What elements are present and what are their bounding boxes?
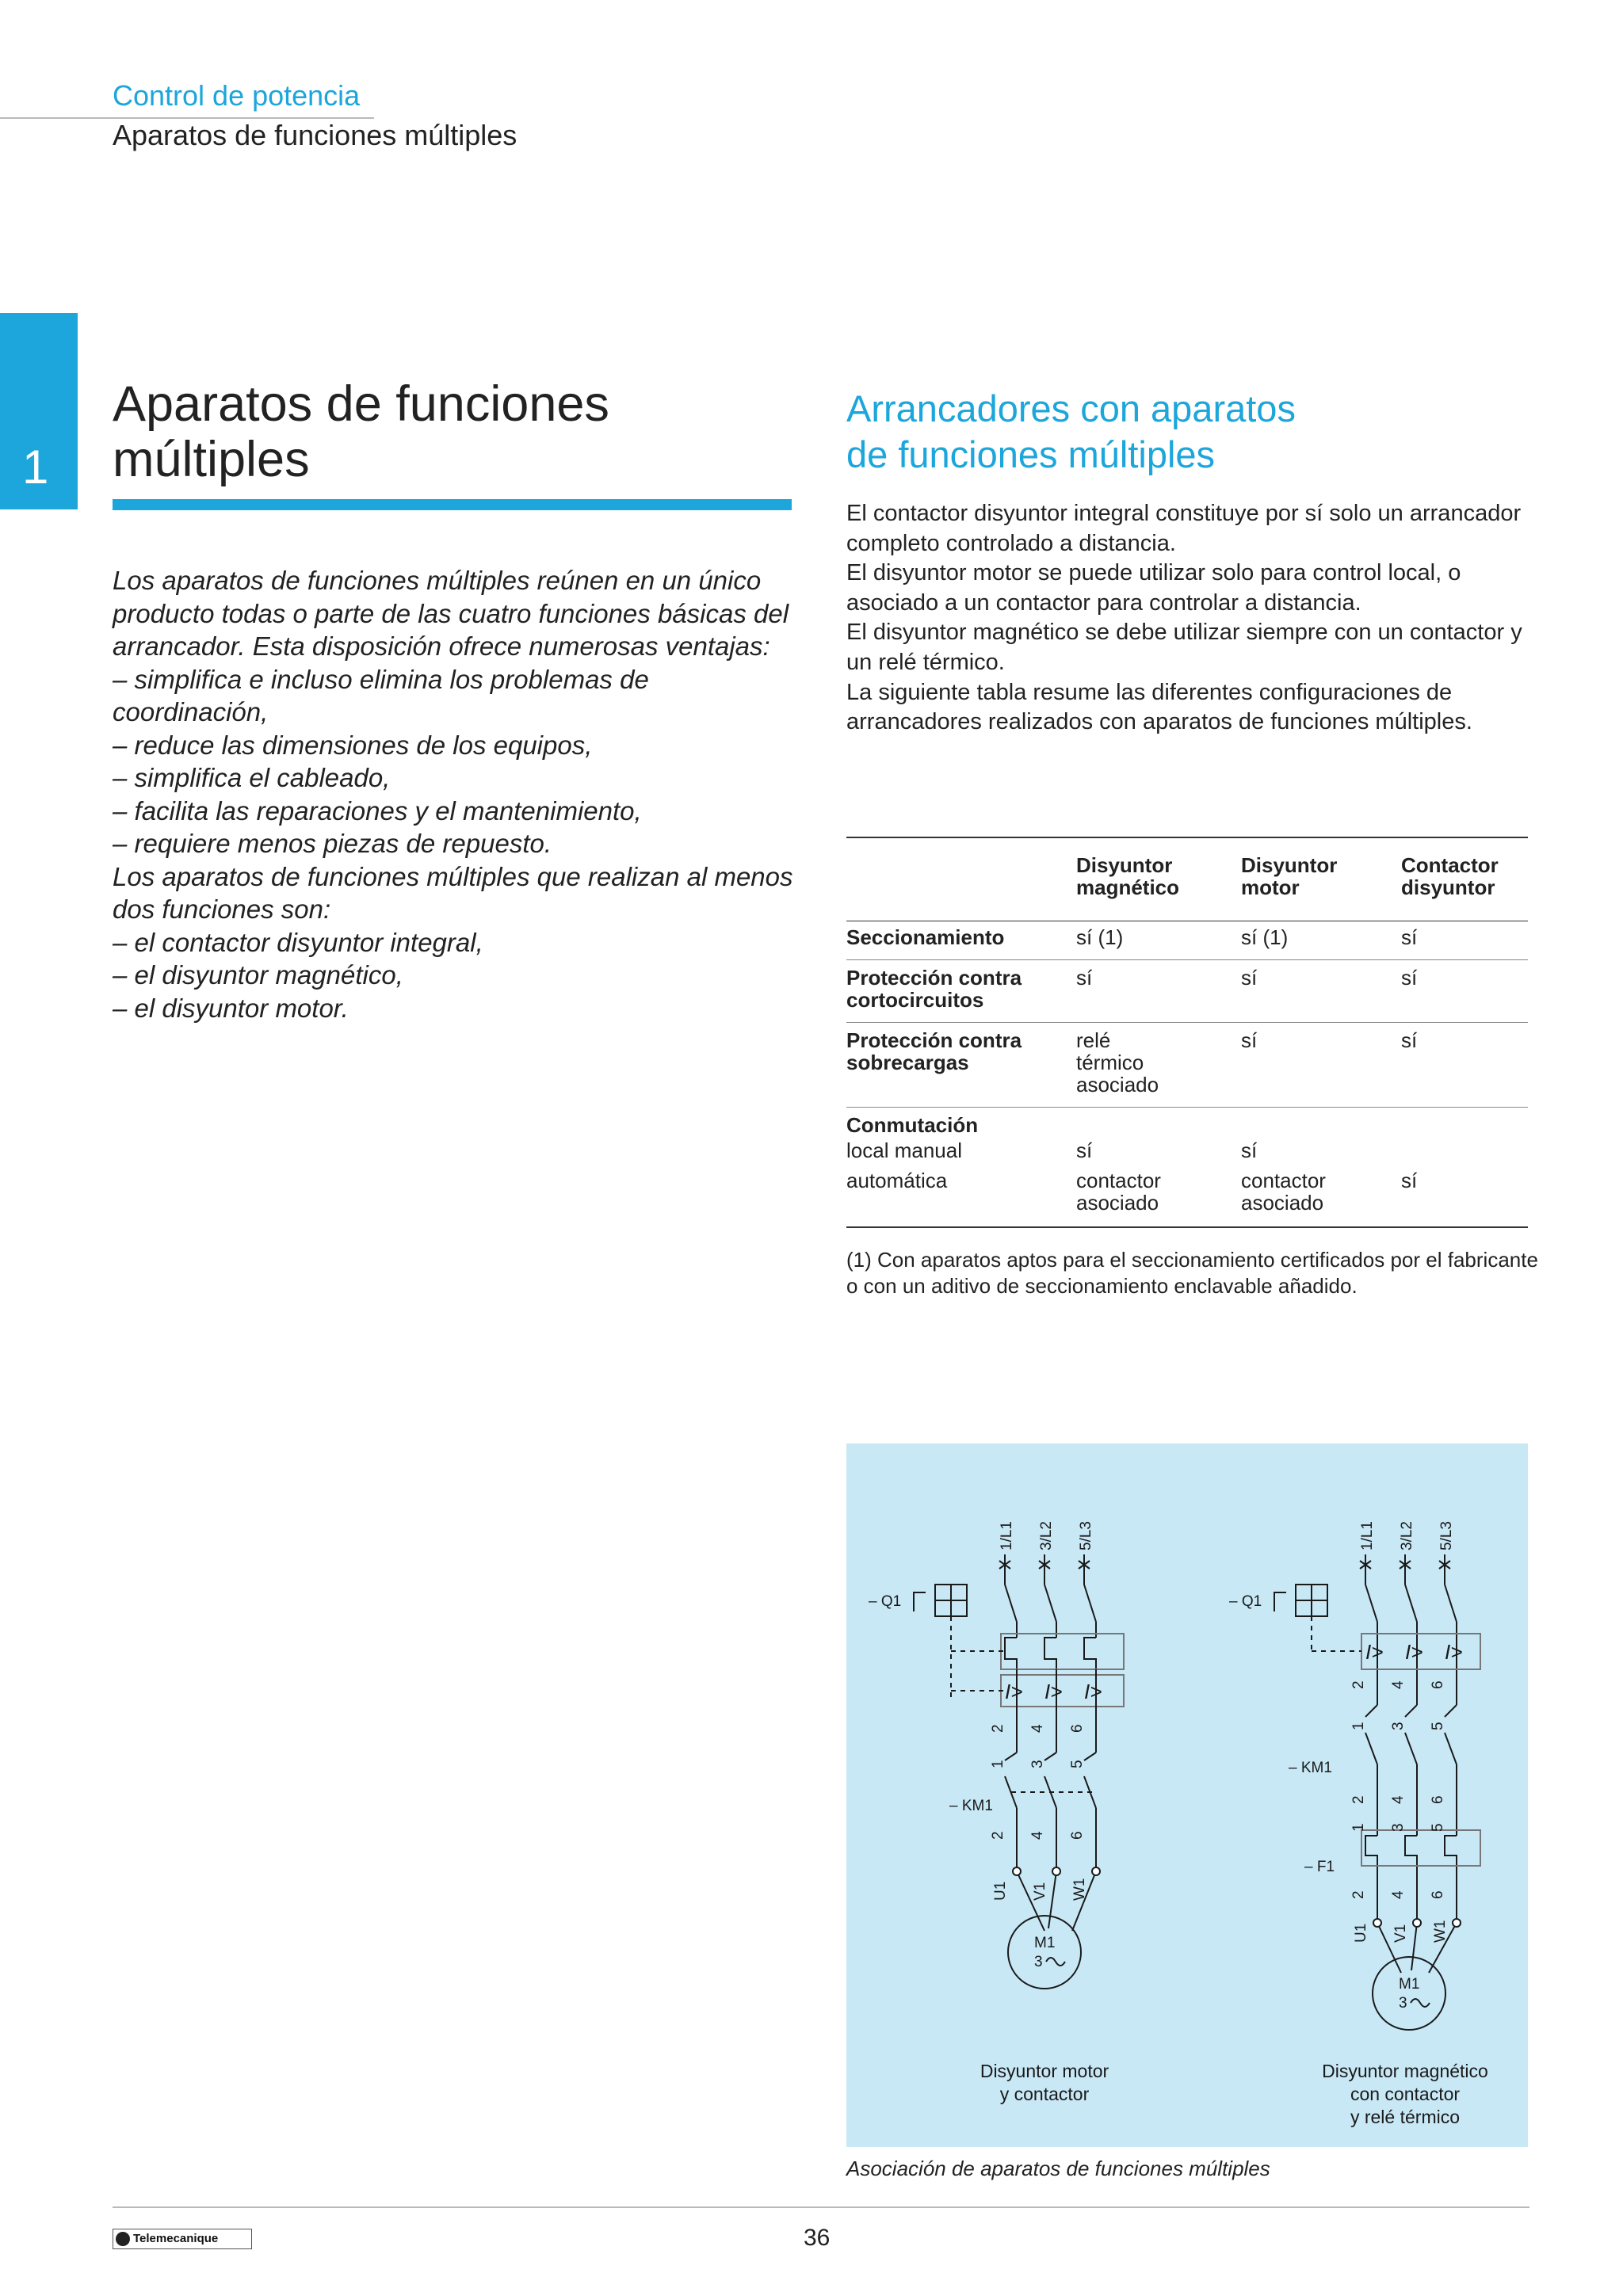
trip-symbol: I> [1405, 1640, 1423, 1664]
chapter-number: 1 [22, 441, 49, 494]
motor-label: M1 [1034, 1935, 1056, 1951]
diagram-caption-left: y contactor [999, 2084, 1090, 2104]
motor-terminal-label: V1 [1392, 1924, 1409, 1943]
table-row [846, 1136, 1528, 1166]
terminal-label: 5 [1069, 1760, 1086, 1768]
trip-symbol: I> [1005, 1680, 1023, 1703]
row-sublabel: automática [846, 1169, 948, 1192]
brand-name: Telemecanique [133, 2232, 219, 2245]
body-paragraph: El disyuntor magnético se debe utilizar siempre con un contactor y un relé térmico. [846, 620, 1522, 675]
table-cell: sí [1076, 1138, 1093, 1162]
row-sublabel: local manual [846, 1138, 962, 1162]
intro-bullet: – el contactor disyuntor integral, [113, 927, 483, 957]
diagram-caption-right: con contactor [1350, 2084, 1461, 2104]
phase-label: 5/L3 [1438, 1521, 1455, 1550]
configuration-table [846, 837, 1528, 1228]
row-label: Protección contra cortocircuitos [846, 966, 1022, 1012]
subsection-title [846, 386, 1560, 478]
terminal-label: 4 [1029, 1831, 1046, 1840]
table-footnote: (1) Con aparatos aptos para el seccionamiento certificados por el fabricante o con un aditivo de seccionamiento enclavable añadido. [846, 1248, 1538, 1298]
intro-text [113, 564, 810, 1024]
table-cell: relé térmico asociado [1076, 1028, 1159, 1097]
motor-terminal-label: W1 [1432, 1920, 1449, 1943]
table-cell [1401, 1136, 1528, 1166]
terminal-label: 4 [1390, 1795, 1407, 1804]
body-paragraph: El disyuntor motor se puede utilizar solo para control local, o asociado a un contactor para controlar a distancia. [846, 560, 1461, 616]
terminal-label: 4 [1390, 1890, 1407, 1899]
relay-label: – F1 [1304, 1859, 1335, 1875]
terminal-label: 2 [1350, 1795, 1367, 1804]
terminal-label: 2 [1350, 1890, 1367, 1899]
motor-terminal-label: V1 [1032, 1882, 1048, 1901]
intro-bullet: – requiere menos piezas de repuesto. [113, 829, 552, 858]
subsection-body [846, 499, 1544, 738]
trip-symbol: I> [1044, 1680, 1063, 1703]
motor-terminal-label: U1 [992, 1881, 1009, 1901]
motor-terminal-label: U1 [1353, 1923, 1369, 1943]
terminal-label: 6 [1430, 1680, 1446, 1689]
terminal-label: 3 [1029, 1760, 1046, 1768]
brand-logo [113, 2229, 252, 2249]
phase-label: 1/L1 [1359, 1521, 1376, 1550]
subsection-title-line2: de funciones múltiples [846, 433, 1216, 475]
phase-label: 1/L1 [999, 1521, 1015, 1550]
terminal-label: 6 [1069, 1831, 1086, 1840]
terminal-label: 3 [1390, 1823, 1407, 1832]
motor-terminal-label: W1 [1071, 1878, 1088, 1901]
table-cell: sí [1241, 966, 1258, 990]
phase-label: 3/L2 [1038, 1521, 1055, 1550]
motor-label: M1 [1399, 1976, 1420, 1993]
intro-paragraph: Los aparatos de funciones múltiples que realizan al menos dos funciones son: [113, 861, 793, 924]
figure-caption: Asociación de aparatos de funciones múltiples [846, 2157, 1270, 2180]
table-cell: contactor asociado [1241, 1169, 1326, 1215]
intro-bullet: – simplifica e incluso elimina los problemas de coordinación, [113, 664, 649, 727]
contactor-label: – KM1 [1289, 1760, 1332, 1776]
terminal-label: 5 [1430, 1722, 1446, 1730]
table-cell: sí (1) [1076, 925, 1124, 949]
wiring-diagram [846, 1444, 1528, 2147]
terminal-label: 5 [1430, 1823, 1446, 1832]
terminal-label: 2 [990, 1831, 1006, 1840]
breaker-label: – Q1 [1229, 1593, 1262, 1610]
table-cell: sí [1401, 1169, 1418, 1192]
footer-divider [113, 2206, 1529, 2208]
terminal-label: 3 [1390, 1722, 1407, 1730]
intro-bullet: – el disyuntor motor. [113, 993, 349, 1023]
table-cell: sí [1241, 1028, 1258, 1052]
motor-phase-count: 3 [1034, 1954, 1043, 1970]
table-header-col3: Contactor disyuntor [1401, 853, 1499, 899]
table-header-col1: Disyuntor magnético [1076, 853, 1180, 899]
terminal-label: 2 [990, 1724, 1006, 1733]
header-subtitle: Aparatos de funciones múltiples [113, 119, 517, 151]
body-paragraph: La siguiente tabla resume las diferentes configuraciones de arrancadores realizados con aparatos de funciones múltiples. [846, 679, 1472, 735]
table-cell: sí [1401, 966, 1418, 990]
subsection-title-line1: Arrancadores con aparatos [846, 387, 1296, 429]
row-label: Seccionamiento [846, 925, 1005, 949]
terminal-label: 2 [1350, 1680, 1367, 1689]
table-row [846, 960, 1528, 1023]
table-cell: sí [1401, 925, 1418, 949]
wiring-diagram-panel [846, 1444, 1528, 2147]
row-label: Conmutación [846, 1113, 979, 1137]
table-header-col2: Disyuntor motor [1241, 853, 1338, 899]
body-paragraph: El contactor disyuntor integral constituye por sí solo un arrancador completo controlado a distancia. [846, 501, 1522, 556]
terminal-label: 4 [1390, 1680, 1407, 1689]
terminal-label: 6 [1069, 1724, 1086, 1733]
table-row [846, 921, 1528, 960]
terminal-label: 6 [1430, 1890, 1446, 1899]
ac-tilde-icon [1411, 1999, 1430, 2007]
page-number: 36 [804, 2225, 831, 2251]
trip-symbol: I> [1365, 1640, 1384, 1664]
table-row [846, 1108, 1528, 1137]
phase-label: 5/L3 [1078, 1521, 1094, 1550]
terminal-label: 6 [1430, 1795, 1446, 1804]
terminal-label: 1 [1350, 1722, 1367, 1730]
trip-symbol: I> [1084, 1680, 1102, 1703]
row-label: Protección contra sobrecargas [846, 1028, 1022, 1074]
table-row [846, 1166, 1528, 1227]
intro-bullet: – reduce las dimensiones de los equipos, [113, 730, 593, 760]
diagram-caption-left: Disyuntor motor [980, 2061, 1109, 2081]
section-title-line1: Aparatos de funciones [113, 376, 609, 432]
brand-mark-icon [116, 2232, 130, 2246]
table-cell: sí [1401, 1028, 1418, 1052]
section-title [113, 376, 810, 487]
diagram-caption-right: Disyuntor magnético [1322, 2061, 1488, 2081]
intro-paragraph: Los aparatos de funciones múltiples reúnen en un único producto todas o parte de las cuatro funciones básicas del arrancador. Esta disposición ofrece numerosas ventajas: [113, 566, 789, 661]
terminal-label: 4 [1029, 1724, 1046, 1733]
title-rule [113, 499, 792, 510]
contactor-label: – KM1 [949, 1798, 993, 1814]
intro-bullet: – el disyuntor magnético, [113, 960, 403, 990]
table-cell: sí [1076, 966, 1093, 990]
intro-bullet: – facilita las reparaciones y el mantenimiento, [113, 795, 642, 826]
header-category: Control de potencia [113, 79, 361, 112]
terminal-label: 1 [1350, 1823, 1367, 1832]
phase-label: 3/L2 [1399, 1521, 1415, 1550]
intro-bullet: – simplifica el cableado, [113, 763, 391, 792]
table-cell: sí (1) [1241, 925, 1289, 949]
motor-phase-count: 3 [1399, 1995, 1407, 2012]
ac-tilde-icon [1046, 1958, 1065, 1966]
terminal-label: 1 [990, 1760, 1006, 1768]
table-cell: sí [1241, 1138, 1258, 1162]
breaker-label: – Q1 [869, 1593, 902, 1610]
table-header-row [846, 837, 1528, 921]
table-cell: contactor asociado [1076, 1169, 1161, 1215]
table-row [846, 1023, 1528, 1108]
diagram-caption-right: y relé térmico [1350, 2107, 1461, 2127]
section-title-line2: múltiples [113, 432, 310, 487]
table-header-empty [846, 837, 1076, 921]
trip-symbol: I> [1445, 1640, 1463, 1664]
